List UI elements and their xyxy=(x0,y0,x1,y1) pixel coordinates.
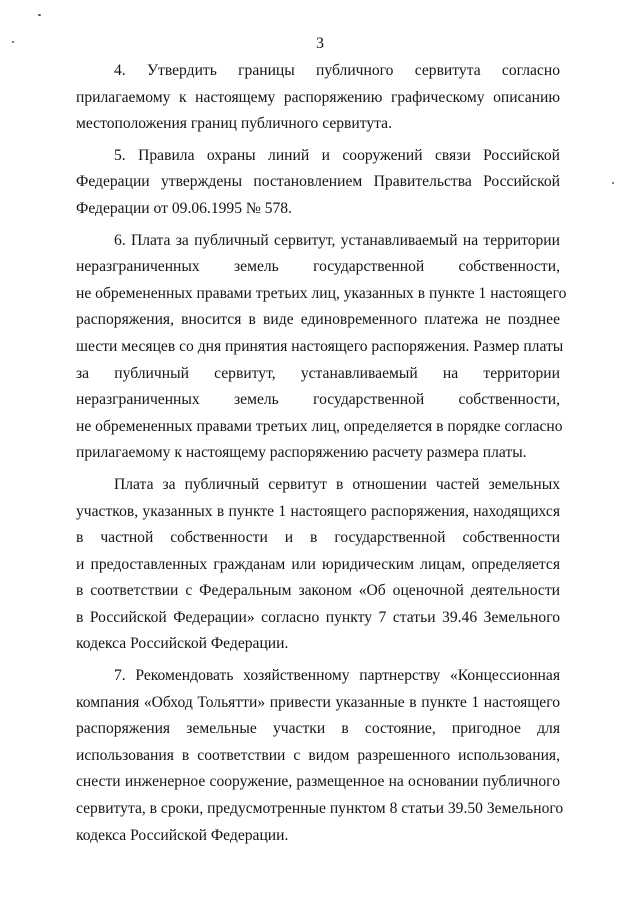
paragraph-item-7 xyxy=(76,663,564,849)
text-line: в Российской Федерации» согласно пункту 7 статьи 39.46 Земельного xyxy=(76,608,560,626)
text-line: не обремененных правами третьих лиц, определяется в порядке согласно xyxy=(76,417,563,435)
text-line: сервитута, в сроки, предусмотренные пунктом 8 статьи 39.50 Земельного xyxy=(76,800,564,818)
text-line: компания «Обход Тольятти» привести указанные в пункте 1 настоящего xyxy=(76,693,560,711)
text-line: кодекса Российской Федерации. xyxy=(76,635,289,653)
text-line: снести инженерное сооружение, размещенное на основании публичного xyxy=(76,773,560,791)
text-line: 4. Утвердить границы публичного сервитута согласно xyxy=(114,62,560,79)
text-line: за публичный сервитут, устанавливаемый на территории xyxy=(76,364,560,382)
text-line: 6. Плата за публичный сервитут, устанавливаемый на территории xyxy=(114,231,560,249)
text-line: участков, указанных в пункте 1 настоящего распоряжения, находящихся xyxy=(76,502,560,520)
text-line: неразграниченных земель государственной собственности, xyxy=(76,391,560,409)
text-line: кодекса Российской Федерации. xyxy=(76,826,289,844)
text-line: прилагаемому к настоящему распоряжению графическому описанию xyxy=(76,88,560,106)
text-line: местоположения границ публичного сервитута. xyxy=(76,115,392,133)
text-line: в частной собственности и в государственной собственности xyxy=(76,529,560,547)
text-line: не обремененных правами третьих лиц, указанных в пункте 1 настоящего xyxy=(76,284,567,302)
page-number: 3 xyxy=(316,35,324,52)
paragraph-item-4 xyxy=(76,58,560,138)
paragraph-item-6-continuation xyxy=(76,472,560,658)
scan-speck xyxy=(38,14,41,16)
text-line: использования в соответствии с видом разрешенного использования, xyxy=(76,746,560,764)
text-line: прилагаемому к настоящему распоряжению расчету размера платы. xyxy=(76,444,527,462)
text-line: Плата за публичный сервитут в отношении частей земельных xyxy=(114,475,560,493)
text-line: неразграниченных земель государственной собственности, xyxy=(76,258,560,276)
text-line: 7. Рекомендовать хозяйственному партнерству «Концессионная xyxy=(114,667,560,685)
paragraph-item-5 xyxy=(76,143,560,223)
document-body xyxy=(76,58,567,849)
text-line: Федерации утверждены постановлением Правительства Российской xyxy=(76,173,560,191)
text-line: распоряжения, вносится в виде единовременного платежа не позднее xyxy=(76,311,560,329)
text-line: в соответствии с Федеральным законом «Об оценочной деятельности xyxy=(76,582,560,600)
text-line: 5. Правила охраны линий и сооружений связи Российской xyxy=(114,146,560,164)
text-line: шести месяцев со дня принятия настоящего распоряжения. Размер платы xyxy=(76,337,564,355)
paragraph-item-6 xyxy=(76,228,567,467)
text-line: и предоставленных гражданам или юридическим лицам, определяется xyxy=(76,555,560,573)
scan-speck xyxy=(612,182,614,184)
text-line: распоряжения земельные участки в состояние, пригодное для xyxy=(76,720,560,738)
text-line: Федерации от 09.06.1995 № 578. xyxy=(76,199,292,217)
